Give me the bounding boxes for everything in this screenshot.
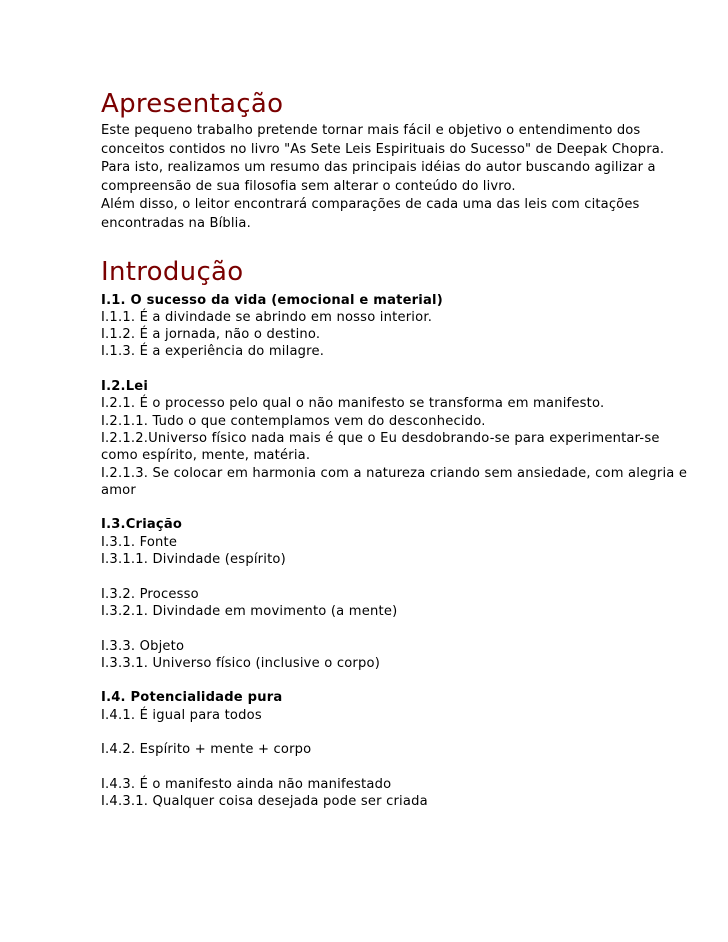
section-heading-4: I.4. Potencialidade pura (101, 690, 283, 706)
list-item: I.3.2. Processo (101, 586, 199, 602)
apresentacao-paragraph-2: Além disso, o leitor encontrará comparações de cada uma das leis com citações encontradas na Bíblia. (101, 197, 640, 231)
spacer (101, 568, 691, 585)
section-heading-3: I.3.Criação (101, 517, 183, 533)
apresentacao-heading: Apresentação (101, 89, 284, 119)
list-item: I.3.1.1. Divindade (espírito) (101, 552, 286, 568)
list-item: I.3.3.1. Universo físico (inclusive o corpo) (101, 655, 381, 671)
list-item: I.2.1.2.Universo físico nada mais é que o Eu desdobrando-se para experimentar-se como espírito, mente, matéria. (101, 430, 660, 464)
spacer (101, 361, 691, 378)
spacer (101, 759, 691, 776)
list-item: I.4.3.1. Qualquer coisa desejada pode ser criada (101, 794, 428, 810)
list-item: I.2.1.3. Se colocar em harmonia com a natureza criando sem ansiedade, com alegria e amor (101, 465, 688, 498)
list-item: I.4.1. É igual para todos (101, 707, 262, 723)
list-item: I.1.2. É a jornada, não o destino. (101, 327, 321, 343)
list-item: I.1.1. É a divindade se abrindo em nosso interior. (101, 309, 433, 325)
list-item: I.2.1. É o processo pelo qual o não manifesto se transforma em manifesto. (101, 396, 605, 412)
spacer (101, 499, 691, 516)
list-item: I.2.1.1. Tudo o que contemplamos vem do desconhecido. (101, 413, 486, 429)
spacer (101, 724, 691, 741)
section-heading-2: I.2.Lei (101, 379, 149, 395)
document-page (101, 86, 691, 810)
list-item: I.3.1. Fonte (101, 534, 178, 550)
list-item: I.3.3. Objeto (101, 638, 185, 654)
apresentacao-paragraph-1: Este pequeno trabalho pretende tornar mais fácil e objetivo o entendimento dos conceitos contidos no livro "As Sete Leis Espirituais do Sucesso" de Deepak Chopra. Para isto, realizamos um resumo das principais idéias do autor buscando agilizar a compreensão de sua filosofia sem alterar o conteúdo do livro. (101, 123, 665, 194)
introducao-heading: Introdução (101, 256, 244, 287)
section-heading-1: I.1. O sucesso da vida (emocional e material) (101, 292, 443, 308)
spacer (101, 672, 691, 689)
spacer (101, 620, 691, 637)
list-item: I.1.3. É a experiência do milagre. (101, 344, 325, 360)
list-item: I.4.3. É o manifesto ainda não manifestado (101, 776, 392, 792)
list-item: I.4.2. Espírito + mente + corpo (101, 742, 312, 758)
list-item: I.3.2.1. Divindade em movimento (a mente) (101, 603, 398, 619)
